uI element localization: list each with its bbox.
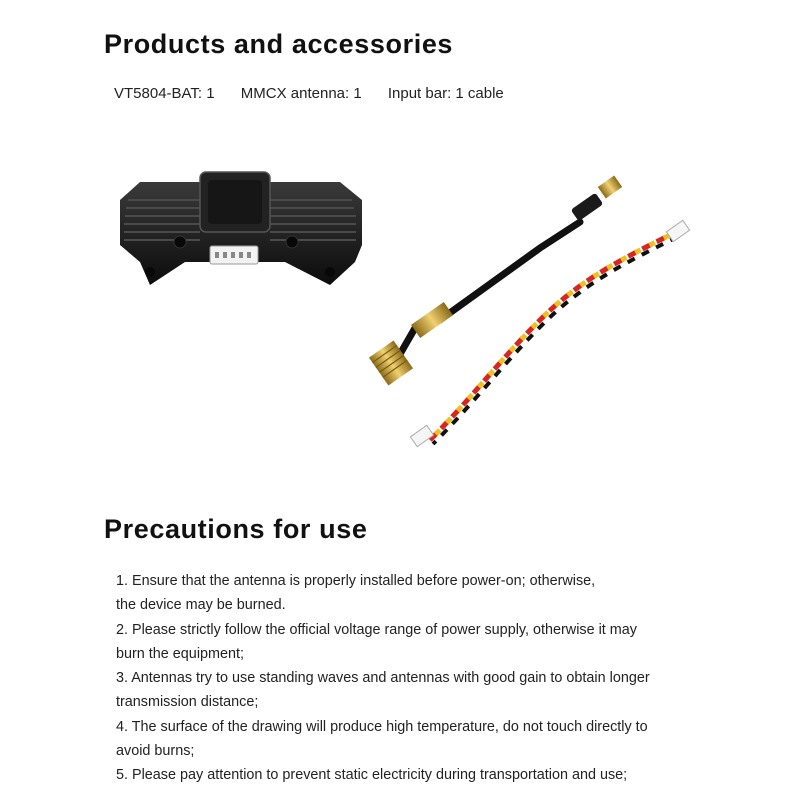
product-photo xyxy=(0,150,800,470)
precaution-line: 3. Antennas try to use standing waves and antennas with good gain to obtain longer xyxy=(116,670,650,687)
package-contents xyxy=(114,85,526,102)
contents-item-antenna: MMCX antenna: 1 xyxy=(240,85,362,102)
precautions-list xyxy=(116,569,716,788)
section-title-products: Products and accessories xyxy=(104,29,454,59)
vtx-transmitter-image xyxy=(120,172,362,285)
precaution-line: 1. Ensure that the antenna is properly installed before power-on; otherwise, xyxy=(116,573,596,589)
contents-item-vtx: VT5804-BAT: 1 xyxy=(114,85,215,102)
contents-item-cable: Input bar: 1 cable xyxy=(387,85,504,102)
precaution-line: 4. The surface of the drawing will produce high temperature, do not touch directly to xyxy=(116,718,648,735)
input-cable-image xyxy=(410,220,689,446)
precaution-line: 2. Please strictly follow the official voltage range of power supply, otherwise it may xyxy=(116,621,637,638)
precaution-line: burn the equipment; xyxy=(116,645,245,662)
precaution-line: avoid burns; xyxy=(116,743,195,760)
precaution-line: the device may be burned. xyxy=(116,597,286,614)
precaution-line: 5. Please pay attention to prevent static electricity during transportation and use; xyxy=(116,767,628,784)
precaution-line: transmission distance; xyxy=(116,694,259,711)
section-title-precautions: Precautions for use xyxy=(104,514,368,544)
